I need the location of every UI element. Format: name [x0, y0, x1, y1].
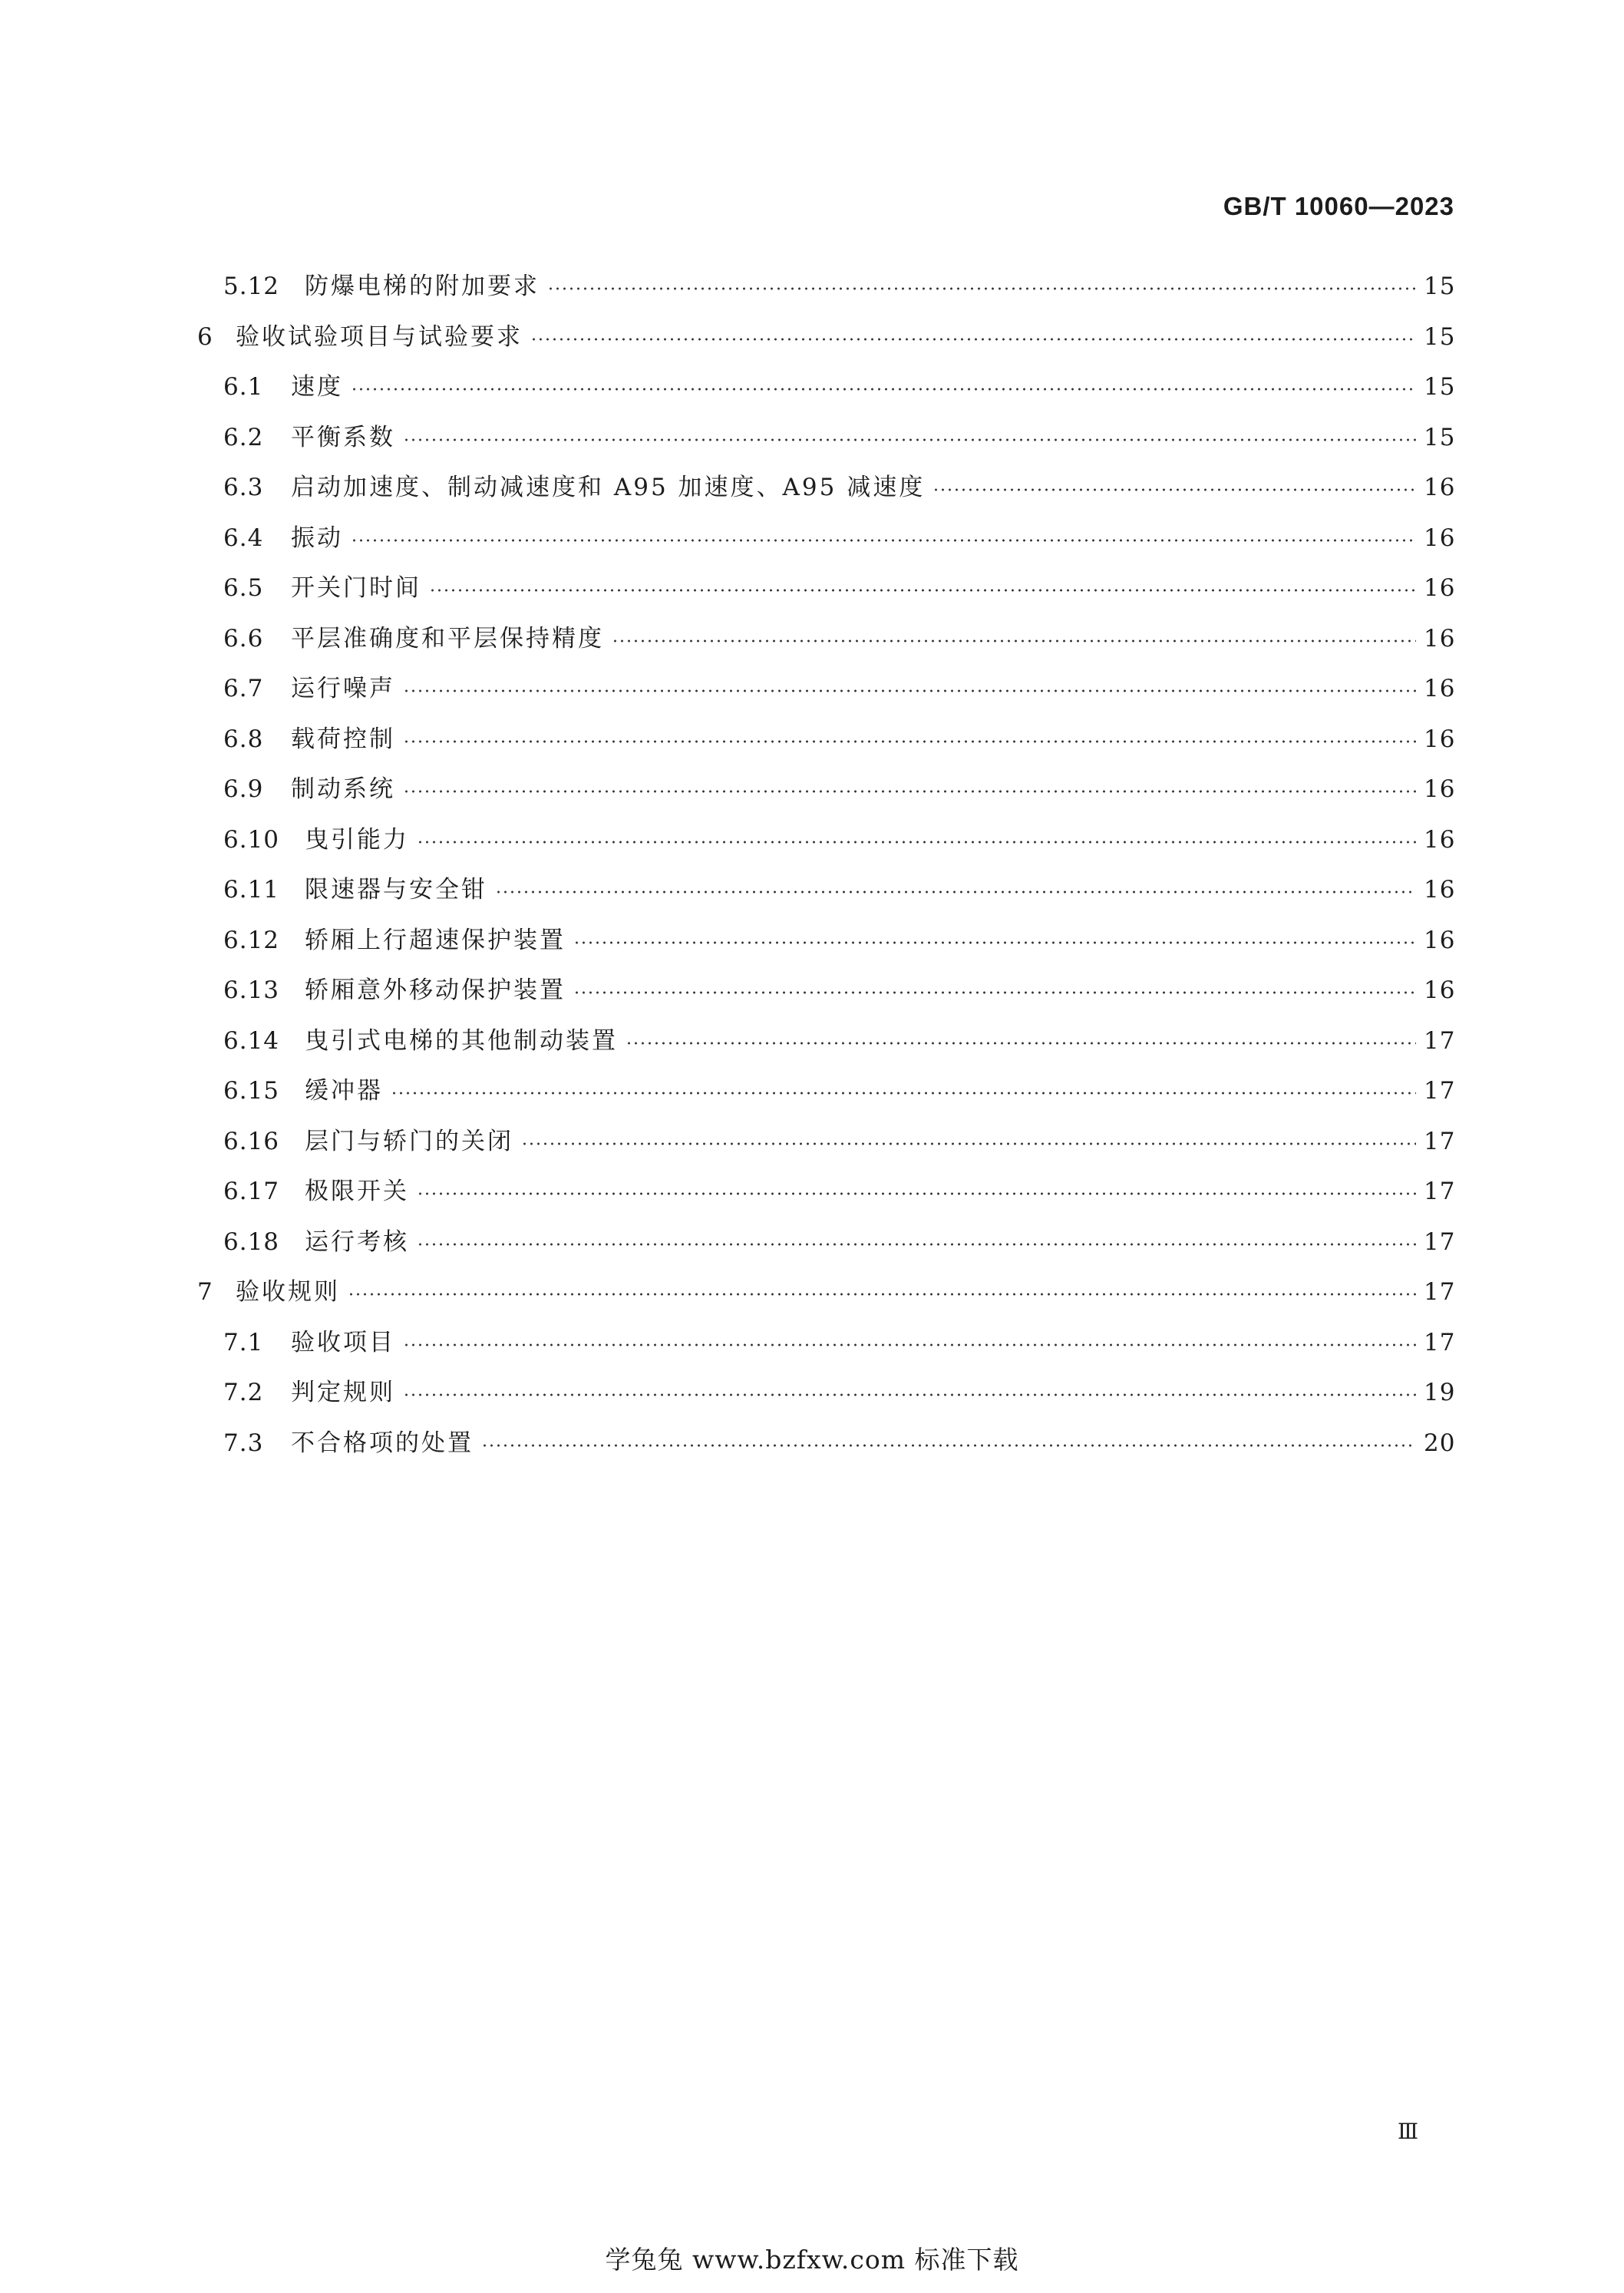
- toc-entry-number: 6.18: [223, 1228, 280, 1256]
- toc-entry-title: 制动系统: [291, 775, 395, 803]
- toc-entry-page: 17: [1424, 1329, 1456, 1356]
- toc-entry-number: 7: [197, 1278, 213, 1306]
- toc-entry-page: 17: [1424, 1027, 1456, 1055]
- dot-leader: [403, 438, 1416, 441]
- dot-leader: [530, 338, 1416, 341]
- toc-entry-title: 曳引能力: [305, 826, 409, 854]
- toc-entry-title: 不合格项的处置: [291, 1429, 474, 1457]
- dot-leader: [348, 1293, 1416, 1296]
- toc-entry-title: 振动: [291, 524, 343, 552]
- toc-entry-6-3[interactable]: [223, 468, 1454, 507]
- dot-leader: [429, 589, 1416, 592]
- toc-entry-title: 层门与轿门的关闭: [305, 1128, 513, 1155]
- toc-entry-number: 6.9: [223, 775, 264, 803]
- dot-leader: [626, 1042, 1416, 1045]
- toc-entry-6-14[interactable]: [223, 1022, 1454, 1060]
- dot-leader: [391, 1092, 1416, 1095]
- dot-leader: [403, 740, 1416, 743]
- toc-entry-number: 6.15: [223, 1077, 280, 1105]
- toc-entry-7-2[interactable]: [223, 1373, 1454, 1412]
- toc-entry-6-12[interactable]: [223, 921, 1454, 960]
- toc-entry-number: 6.6: [223, 625, 264, 653]
- dot-leader: [403, 1343, 1416, 1346]
- toc-entry-6-4[interactable]: [223, 519, 1454, 557]
- toc-entry-number: 7.2: [223, 1379, 264, 1406]
- toc-entry-number: 6.5: [223, 574, 264, 602]
- toc-entry-title: 平衡系数: [291, 424, 395, 451]
- toc-entry-page: 17: [1424, 1178, 1456, 1205]
- toc-entry-7-1[interactable]: [223, 1323, 1454, 1362]
- dot-leader: [417, 1192, 1416, 1195]
- toc-entry-6-11[interactable]: [223, 871, 1454, 909]
- watermark-text: 学兔兔 www.bzfxw.com 标准下载: [605, 2245, 1019, 2275]
- dot-leader: [351, 539, 1416, 542]
- toc-entry-title: 极限开关: [305, 1178, 409, 1205]
- toc-entry-page: 20: [1424, 1429, 1456, 1457]
- toc-entry-number: 6.1: [223, 373, 264, 401]
- toc-entry-title: 运行考核: [305, 1228, 409, 1256]
- dot-leader: [612, 639, 1416, 643]
- dot-leader: [547, 287, 1416, 290]
- toc-entry-5-12[interactable]: [223, 267, 1454, 306]
- toc-entry-number: 6.14: [223, 1027, 280, 1055]
- toc-entry-number: 6.12: [223, 927, 280, 954]
- toc-entry-title: 验收规则: [236, 1278, 340, 1306]
- toc-entry-number: 7.3: [223, 1429, 264, 1457]
- toc-entry-7[interactable]: [197, 1273, 1454, 1311]
- toc-entry-title: 速度: [291, 373, 343, 401]
- dot-leader: [481, 1444, 1416, 1447]
- toc-entry-number: 6: [197, 323, 213, 351]
- toc-entry-6-8[interactable]: [223, 720, 1454, 758]
- toc-entry-number: 6.4: [223, 524, 264, 552]
- toc-entry-title: 运行噪声: [291, 675, 395, 702]
- toc-entry-6-7[interactable]: [223, 669, 1454, 708]
- toc-entry-page: 16: [1424, 675, 1456, 702]
- toc-entry-title: 限速器与安全钳: [305, 876, 487, 904]
- toc-entry-title: 载荷控制: [291, 725, 395, 753]
- toc-entry-page: 15: [1424, 424, 1456, 451]
- toc-entry-page: 16: [1424, 524, 1456, 552]
- dot-leader: [403, 689, 1416, 692]
- standard-code: GB/T 10060—2023: [1223, 192, 1454, 220]
- toc-entry-6-15[interactable]: [223, 1072, 1454, 1110]
- dot-leader: [417, 841, 1416, 844]
- toc-entry-page: 17: [1424, 1278, 1456, 1306]
- toc-entry-page: 17: [1424, 1128, 1456, 1155]
- toc-entry-page: 16: [1424, 725, 1456, 753]
- toc-entry-page: 19: [1424, 1379, 1456, 1406]
- toc-entry-number: 6.8: [223, 725, 264, 753]
- toc-entry-page: 16: [1424, 876, 1456, 904]
- toc-entry-page: 15: [1424, 323, 1456, 351]
- toc-entry-6-13[interactable]: [223, 971, 1454, 1009]
- toc-entry-page: 15: [1424, 273, 1456, 300]
- toc-entry-title: 验收项目: [291, 1329, 395, 1356]
- dot-leader: [573, 941, 1416, 944]
- toc-entry-title: 轿厢上行超速保护装置: [305, 927, 566, 954]
- toc-entry-page: 15: [1424, 373, 1456, 401]
- toc-entry-title: 判定规则: [291, 1379, 395, 1406]
- toc-entry-6-18[interactable]: [223, 1223, 1454, 1261]
- dot-leader: [495, 890, 1416, 894]
- toc-entry-7-3[interactable]: [223, 1424, 1454, 1462]
- toc-entry-number: 6.3: [223, 474, 264, 501]
- toc-entry-page: 16: [1424, 625, 1456, 653]
- toc-entry-6-5[interactable]: [223, 569, 1454, 607]
- toc-entry-title: 启动加速度、制动减速度和 A95 加速度、A95 减速度: [291, 474, 926, 501]
- toc-entry-title: 验收试验项目与试验要求: [236, 323, 523, 351]
- toc-entry-number: 6.10: [223, 826, 280, 854]
- toc-entry-6-16[interactable]: [223, 1122, 1454, 1161]
- toc-entry-page: 16: [1424, 927, 1456, 954]
- toc-entry-number: 6.2: [223, 424, 264, 451]
- toc-entry-page: 17: [1424, 1228, 1456, 1256]
- dot-leader: [351, 388, 1416, 391]
- dot-leader: [573, 991, 1416, 994]
- toc-entry-page: 16: [1424, 775, 1456, 803]
- toc-entry-6[interactable]: [197, 318, 1454, 356]
- toc-entry-page: 16: [1424, 474, 1456, 501]
- page-number: Ⅲ: [1397, 2119, 1418, 2144]
- toc-entry-number: 5.12: [223, 273, 280, 300]
- dot-leader: [417, 1243, 1416, 1246]
- toc-entry-6-6[interactable]: [223, 620, 1454, 658]
- toc-entry-number: 7.1: [223, 1329, 264, 1356]
- toc-entry-number: 6.16: [223, 1128, 280, 1155]
- toc-entry-6-1[interactable]: [223, 368, 1454, 406]
- dot-leader: [403, 1393, 1416, 1396]
- toc-entry-title: 曳引式电梯的其他制动装置: [305, 1027, 618, 1055]
- toc-entry-title: 开关门时间: [291, 574, 421, 602]
- toc-entry-title: 防爆电梯的附加要求: [305, 273, 540, 300]
- toc-entry-page: 16: [1424, 826, 1456, 854]
- toc-entry-page: 17: [1424, 1077, 1456, 1105]
- toc-entry-page: 16: [1424, 574, 1456, 602]
- toc-entry-6-9[interactable]: [223, 770, 1454, 808]
- toc-entry-6-2[interactable]: [223, 418, 1454, 457]
- toc-entry-number: 6.13: [223, 976, 280, 1004]
- toc-entry-6-10[interactable]: [223, 821, 1454, 859]
- toc-entry-title: 缓冲器: [305, 1077, 383, 1105]
- toc-entry-page: 16: [1424, 976, 1456, 1004]
- dot-leader: [521, 1142, 1416, 1145]
- toc-entry-6-17[interactable]: [223, 1172, 1454, 1211]
- toc-entry-title: 平层准确度和平层保持精度: [291, 625, 604, 653]
- dot-leader: [403, 790, 1416, 793]
- toc-entry-number: 6.7: [223, 675, 264, 702]
- dot-leader: [932, 488, 1416, 491]
- toc-entry-number: 6.17: [223, 1178, 280, 1205]
- toc-entry-title: 轿厢意外移动保护装置: [305, 976, 566, 1004]
- toc-entry-number: 6.11: [223, 876, 280, 904]
